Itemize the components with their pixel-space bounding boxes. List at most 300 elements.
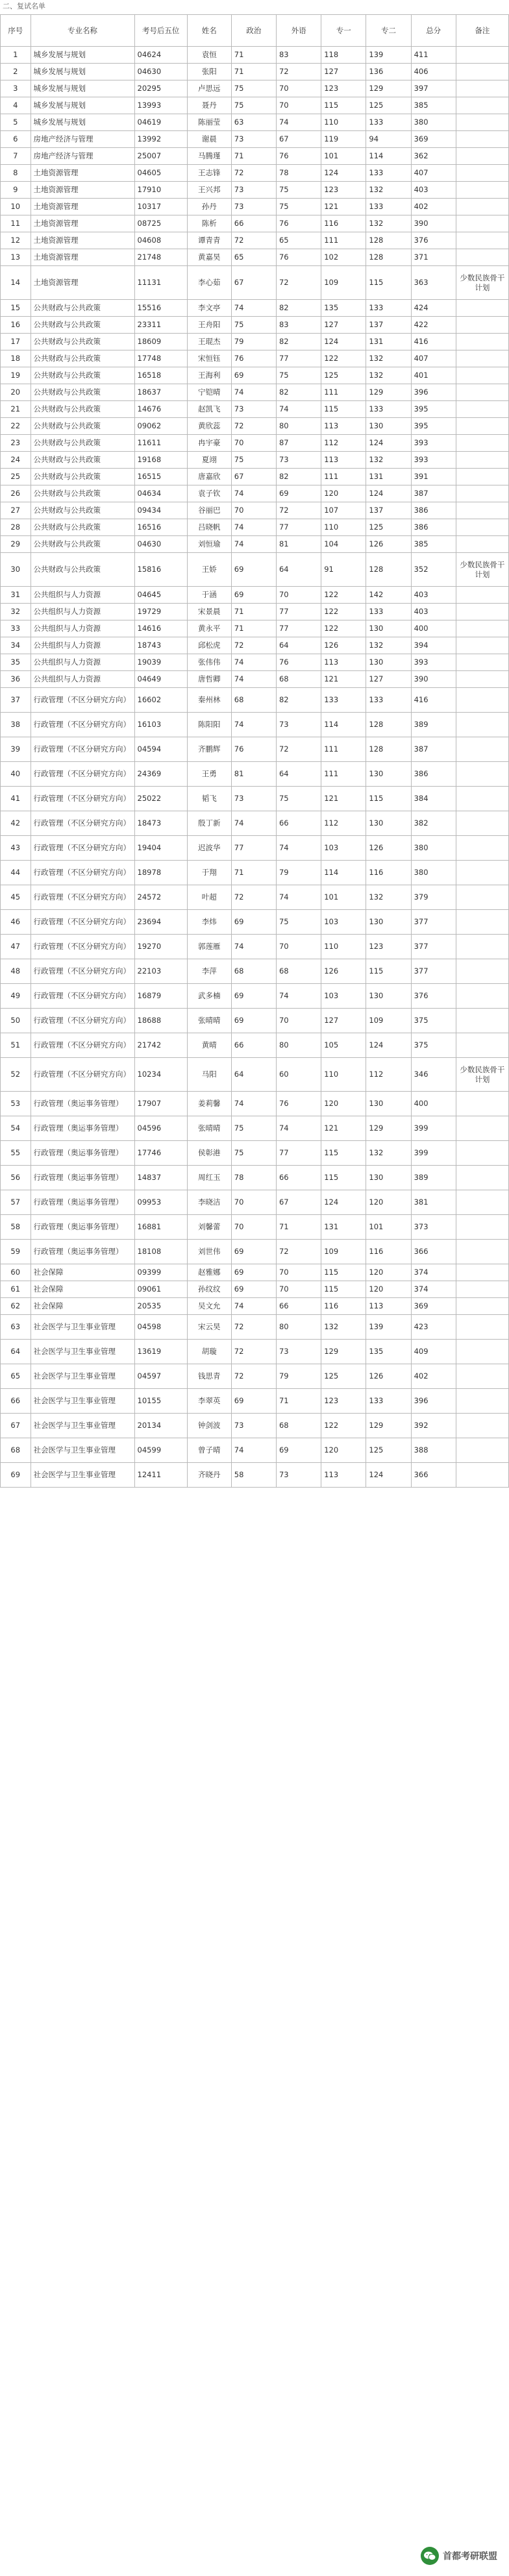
cell-english: 76 — [276, 148, 321, 165]
cell-note — [456, 165, 508, 182]
table-row — [1, 1340, 509, 1364]
cell-major: 公共财政与公共政策 — [31, 418, 134, 435]
cell-total: 352 — [411, 553, 456, 587]
cell-english: 74 — [276, 401, 321, 418]
cell-english: 80 — [276, 418, 321, 435]
cell-major: 公共组织与人力资源 — [31, 620, 134, 637]
cell-politics: 74 — [231, 519, 276, 536]
cell-course2: 133 — [366, 165, 411, 182]
cell-english: 72 — [276, 737, 321, 762]
cell-course2: 116 — [366, 1240, 411, 1264]
cell-course1: 125 — [321, 367, 366, 384]
cell-code: 04594 — [134, 737, 187, 762]
cell-course2: 128 — [366, 553, 411, 587]
cell-course1: 129 — [321, 1340, 366, 1364]
cell-note — [456, 215, 508, 232]
cell-seq: 39 — [1, 737, 31, 762]
cell-total: 396 — [411, 384, 456, 401]
cell-total: 393 — [411, 452, 456, 469]
cell-seq: 47 — [1, 935, 31, 959]
cell-politics: 74 — [231, 713, 276, 737]
cell-course1: 115 — [321, 97, 366, 114]
cell-major: 行政管理（不区分研究方向） — [31, 1009, 134, 1033]
cell-course2: 137 — [366, 317, 411, 334]
cell-note — [456, 984, 508, 1009]
table-row — [1, 836, 509, 861]
cell-major: 行政管理（奥运事务管理） — [31, 1240, 134, 1264]
cell-course1: 133 — [321, 688, 366, 713]
cell-politics: 78 — [231, 1166, 276, 1190]
cell-seq: 57 — [1, 1190, 31, 1215]
cell-course1: 103 — [321, 984, 366, 1009]
cell-name: 胡璇 — [187, 1340, 231, 1364]
cell-english: 83 — [276, 317, 321, 334]
cell-politics: 73 — [231, 182, 276, 199]
cell-english: 67 — [276, 1190, 321, 1215]
cell-english: 75 — [276, 910, 321, 935]
cell-seq: 8 — [1, 165, 31, 182]
cell-note — [456, 1389, 508, 1414]
cell-name: 李晓洁 — [187, 1190, 231, 1215]
cell-total: 387 — [411, 737, 456, 762]
table-row — [1, 1315, 509, 1340]
cell-seq: 36 — [1, 671, 31, 688]
cell-name: 张晴晴 — [187, 1116, 231, 1141]
cell-english: 68 — [276, 1414, 321, 1438]
cell-english: 64 — [276, 553, 321, 587]
cell-course1: 123 — [321, 182, 366, 199]
cell-note — [456, 47, 508, 64]
table-row — [1, 959, 509, 984]
cell-course1: 115 — [321, 401, 366, 418]
cell-politics: 74 — [231, 935, 276, 959]
table-row — [1, 1215, 509, 1240]
cell-seq: 15 — [1, 300, 31, 317]
table-row — [1, 384, 509, 401]
cell-course1: 121 — [321, 787, 366, 811]
cell-name: 袁子钦 — [187, 485, 231, 502]
cell-seq: 7 — [1, 148, 31, 165]
cell-name: 李萍 — [187, 959, 231, 984]
table-row — [1, 64, 509, 80]
cell-total: 363 — [411, 266, 456, 300]
table-row — [1, 300, 509, 317]
cell-politics: 74 — [231, 536, 276, 553]
cell-politics: 71 — [231, 148, 276, 165]
table-row — [1, 861, 509, 885]
cell-total: 379 — [411, 885, 456, 910]
cell-note — [456, 935, 508, 959]
cell-code: 15816 — [134, 553, 187, 587]
cell-course1: 115 — [321, 1141, 366, 1166]
table-row — [1, 401, 509, 418]
cell-total: 376 — [411, 232, 456, 249]
cell-total: 402 — [411, 1364, 456, 1389]
cell-code: 13619 — [134, 1340, 187, 1364]
cell-course2: 132 — [366, 637, 411, 654]
watermark — [418, 2545, 503, 2567]
cell-major: 城乡发展与规划 — [31, 97, 134, 114]
cell-english: 77 — [276, 350, 321, 367]
cell-note — [456, 1315, 508, 1340]
cell-seq: 14 — [1, 266, 31, 300]
table-row — [1, 469, 509, 485]
cell-code: 08725 — [134, 215, 187, 232]
cell-note — [456, 1190, 508, 1215]
cell-name: 张伟伟 — [187, 654, 231, 671]
cell-major: 行政管理（不区分研究方向） — [31, 861, 134, 885]
cell-major: 社会医学与卫生事业管理 — [31, 1340, 134, 1364]
cell-course1: 104 — [321, 536, 366, 553]
cell-code: 12411 — [134, 1463, 187, 1488]
cell-english: 75 — [276, 199, 321, 215]
cell-note — [456, 587, 508, 604]
cell-course1: 132 — [321, 1315, 366, 1340]
cell-total: 416 — [411, 334, 456, 350]
table-row — [1, 435, 509, 452]
cell-name: 刘馨蕾 — [187, 1215, 231, 1240]
cell-course2: 130 — [366, 811, 411, 836]
cell-course1: 122 — [321, 350, 366, 367]
cell-english: 82 — [276, 384, 321, 401]
cell-name: 黄嘉昊 — [187, 249, 231, 266]
cell-code: 13992 — [134, 131, 187, 148]
cell-course2: 128 — [366, 713, 411, 737]
cell-note — [456, 1438, 508, 1463]
cell-english: 79 — [276, 1364, 321, 1389]
cell-code: 16518 — [134, 367, 187, 384]
cell-seq: 50 — [1, 1009, 31, 1033]
cell-course1: 124 — [321, 334, 366, 350]
cell-seq: 45 — [1, 885, 31, 910]
cell-politics: 77 — [231, 836, 276, 861]
cell-note — [456, 787, 508, 811]
cell-course1: 111 — [321, 232, 366, 249]
cell-seq: 25 — [1, 469, 31, 485]
cell-name: 马阳 — [187, 1058, 231, 1092]
cell-name: 刘恒瑜 — [187, 536, 231, 553]
cell-english: 77 — [276, 1141, 321, 1166]
cell-code: 18743 — [134, 637, 187, 654]
cell-politics: 74 — [231, 384, 276, 401]
cell-course2: 124 — [366, 1463, 411, 1488]
cell-name: 秦州林 — [187, 688, 231, 713]
cell-english: 66 — [276, 1166, 321, 1190]
cell-seq: 30 — [1, 553, 31, 587]
table-row — [1, 654, 509, 671]
cell-total: 389 — [411, 713, 456, 737]
cell-major: 公共财政与公共政策 — [31, 367, 134, 384]
cell-politics: 69 — [231, 1240, 276, 1264]
cell-total: 401 — [411, 367, 456, 384]
cell-total: 393 — [411, 435, 456, 452]
cell-english: 82 — [276, 334, 321, 350]
cell-code: 14837 — [134, 1166, 187, 1190]
cell-major: 公共财政与公共政策 — [31, 350, 134, 367]
cell-major: 土地资源管理 — [31, 249, 134, 266]
cell-code: 04597 — [134, 1364, 187, 1389]
cell-total: 396 — [411, 1389, 456, 1414]
cell-name: 王勇 — [187, 762, 231, 787]
cell-seq: 42 — [1, 811, 31, 836]
cell-course2: 130 — [366, 910, 411, 935]
cell-total: 384 — [411, 787, 456, 811]
cell-total: 400 — [411, 1092, 456, 1116]
cell-course2: 132 — [366, 182, 411, 199]
cell-code: 16103 — [134, 713, 187, 737]
cell-name: 于翔 — [187, 861, 231, 885]
table-row — [1, 1298, 509, 1315]
cell-course2: 132 — [366, 350, 411, 367]
cell-course2: 127 — [366, 671, 411, 688]
cell-name: 张阳 — [187, 64, 231, 80]
cell-english: 74 — [276, 114, 321, 131]
cell-course1: 123 — [321, 1389, 366, 1414]
cell-total: 411 — [411, 47, 456, 64]
cell-course2: 133 — [366, 114, 411, 131]
cell-course2: 130 — [366, 1092, 411, 1116]
cell-total: 394 — [411, 637, 456, 654]
cell-seq: 43 — [1, 836, 31, 861]
cell-total: 389 — [411, 1166, 456, 1190]
cell-total: 416 — [411, 688, 456, 713]
cell-name: 王舟阳 — [187, 317, 231, 334]
cell-seq: 51 — [1, 1033, 31, 1058]
cell-name: 王志锋 — [187, 165, 231, 182]
cell-course2: 128 — [366, 249, 411, 266]
cell-note — [456, 536, 508, 553]
cell-total: 369 — [411, 1298, 456, 1315]
cell-code: 04634 — [134, 485, 187, 502]
cell-note — [456, 1240, 508, 1264]
cell-code: 11131 — [134, 266, 187, 300]
cell-english: 69 — [276, 1438, 321, 1463]
cell-seq: 40 — [1, 762, 31, 787]
cell-english: 69 — [276, 485, 321, 502]
cell-code: 16516 — [134, 519, 187, 536]
cell-name: 李炜 — [187, 910, 231, 935]
cell-seq: 52 — [1, 1058, 31, 1092]
table-row — [1, 80, 509, 97]
cell-english: 76 — [276, 249, 321, 266]
cell-code: 24369 — [134, 762, 187, 787]
cell-course1: 103 — [321, 836, 366, 861]
cell-major: 公共财政与公共政策 — [31, 485, 134, 502]
cell-english: 71 — [276, 1389, 321, 1414]
cell-course2: 124 — [366, 1033, 411, 1058]
cell-total: 402 — [411, 199, 456, 215]
cell-course2: 132 — [366, 367, 411, 384]
table-row — [1, 1264, 509, 1281]
cell-name: 黄晴 — [187, 1033, 231, 1058]
cell-politics: 69 — [231, 1389, 276, 1414]
cell-course2: 131 — [366, 334, 411, 350]
cell-politics: 70 — [231, 1190, 276, 1215]
cell-politics: 68 — [231, 959, 276, 984]
cell-note: 少数民族骨干计划 — [456, 266, 508, 300]
cell-total: 380 — [411, 861, 456, 885]
cell-course1: 110 — [321, 1058, 366, 1092]
header-code: 考号后五位 — [134, 15, 187, 47]
cell-code: 04649 — [134, 671, 187, 688]
cell-major: 公共组织与人力资源 — [31, 604, 134, 620]
cell-course2: 124 — [366, 435, 411, 452]
table-row — [1, 131, 509, 148]
cell-course1: 126 — [321, 637, 366, 654]
cell-code: 20134 — [134, 1414, 187, 1438]
cell-total: 374 — [411, 1264, 456, 1281]
cell-name: 陈丽莹 — [187, 114, 231, 131]
cell-politics: 75 — [231, 1141, 276, 1166]
cell-politics: 72 — [231, 637, 276, 654]
cell-code: 23694 — [134, 910, 187, 935]
cell-total: 382 — [411, 811, 456, 836]
cell-politics: 71 — [231, 604, 276, 620]
cell-course2: 120 — [366, 1190, 411, 1215]
cell-politics: 72 — [231, 1364, 276, 1389]
cell-english: 70 — [276, 587, 321, 604]
cell-course2: 130 — [366, 762, 411, 787]
cell-total: 385 — [411, 536, 456, 553]
cell-major: 土地资源管理 — [31, 165, 134, 182]
cell-politics: 74 — [231, 485, 276, 502]
cell-seq: 13 — [1, 249, 31, 266]
table-row — [1, 1166, 509, 1190]
cell-major: 土地资源管理 — [31, 215, 134, 232]
cell-major: 社会医学与卫生事业管理 — [31, 1364, 134, 1389]
cell-major: 公共财政与公共政策 — [31, 452, 134, 469]
table-row — [1, 536, 509, 553]
header-course2: 专二 — [366, 15, 411, 47]
cell-note: 少数民族骨干计划 — [456, 1058, 508, 1092]
cell-seq: 2 — [1, 64, 31, 80]
cell-seq: 44 — [1, 861, 31, 885]
cell-major: 行政管理（奥运事务管理） — [31, 1166, 134, 1190]
cell-name: 宋云昊 — [187, 1315, 231, 1340]
cell-seq: 61 — [1, 1281, 31, 1298]
cell-total: 362 — [411, 148, 456, 165]
cell-code: 04645 — [134, 587, 187, 604]
cell-total: 386 — [411, 502, 456, 519]
cell-total: 380 — [411, 836, 456, 861]
table-row — [1, 1438, 509, 1463]
table-row — [1, 1364, 509, 1389]
cell-politics: 74 — [231, 811, 276, 836]
cell-politics: 75 — [231, 97, 276, 114]
cell-politics: 70 — [231, 435, 276, 452]
cell-english: 72 — [276, 502, 321, 519]
cell-major: 公共财政与公共政策 — [31, 401, 134, 418]
cell-name: 韬飞 — [187, 787, 231, 811]
cell-name: 吕晓帆 — [187, 519, 231, 536]
table-row — [1, 885, 509, 910]
header-course1: 专一 — [321, 15, 366, 47]
table-row — [1, 367, 509, 384]
cell-english: 64 — [276, 762, 321, 787]
cell-total: 403 — [411, 604, 456, 620]
cell-major: 行政管理（不区分研究方向） — [31, 959, 134, 984]
cell-course2: 126 — [366, 836, 411, 861]
cell-name: 唐哲卿 — [187, 671, 231, 688]
cell-course1: 115 — [321, 1166, 366, 1190]
cell-english: 72 — [276, 1240, 321, 1264]
cell-name: 姜莉馨 — [187, 1092, 231, 1116]
cell-total: 374 — [411, 1281, 456, 1298]
cell-name: 李翠英 — [187, 1389, 231, 1414]
cell-code: 18978 — [134, 861, 187, 885]
cell-seq: 68 — [1, 1438, 31, 1463]
cell-course2: 126 — [366, 1364, 411, 1389]
cell-politics: 74 — [231, 1298, 276, 1315]
cell-code: 17910 — [134, 182, 187, 199]
cell-major: 社会医学与卫生事业管理 — [31, 1389, 134, 1414]
table-row — [1, 97, 509, 114]
table-row — [1, 165, 509, 182]
table-row — [1, 762, 509, 787]
cell-course2: 137 — [366, 502, 411, 519]
cell-course1: 120 — [321, 1092, 366, 1116]
cell-name: 聂丹 — [187, 97, 231, 114]
cell-seq: 20 — [1, 384, 31, 401]
cell-major: 行政管理（奥运事务管理） — [31, 1092, 134, 1116]
cell-code: 15516 — [134, 300, 187, 317]
cell-major: 行政管理（奥运事务管理） — [31, 1215, 134, 1240]
cell-course2: 130 — [366, 1166, 411, 1190]
cell-code: 09434 — [134, 502, 187, 519]
cell-course1: 127 — [321, 1009, 366, 1033]
cell-note — [456, 1141, 508, 1166]
cell-course1: 119 — [321, 131, 366, 148]
cell-seq: 11 — [1, 215, 31, 232]
cell-english: 82 — [276, 688, 321, 713]
cell-note — [456, 182, 508, 199]
cell-seq: 46 — [1, 910, 31, 935]
cell-code: 04630 — [134, 64, 187, 80]
cell-seq: 54 — [1, 1116, 31, 1141]
cell-course1: 125 — [321, 1364, 366, 1389]
cell-course2: 136 — [366, 64, 411, 80]
cell-name: 黄欣蕊 — [187, 418, 231, 435]
cell-major: 公共财政与公共政策 — [31, 536, 134, 553]
cell-total: 395 — [411, 418, 456, 435]
cell-total: 406 — [411, 64, 456, 80]
cell-total: 423 — [411, 1315, 456, 1340]
cell-major: 公共财政与公共政策 — [31, 384, 134, 401]
cell-politics: 73 — [231, 787, 276, 811]
cell-english: 75 — [276, 787, 321, 811]
cell-major: 公共组织与人力资源 — [31, 637, 134, 654]
cell-total: 392 — [411, 1414, 456, 1438]
table-row — [1, 1058, 509, 1092]
cell-course1: 131 — [321, 1215, 366, 1240]
cell-course2: 133 — [366, 1389, 411, 1414]
cell-politics: 71 — [231, 861, 276, 885]
cell-course1: 116 — [321, 215, 366, 232]
cell-major: 社会医学与卫生事业管理 — [31, 1438, 134, 1463]
cell-english: 83 — [276, 47, 321, 64]
cell-total: 390 — [411, 671, 456, 688]
cell-course1: 112 — [321, 435, 366, 452]
cell-course1: 111 — [321, 737, 366, 762]
cell-name: 王娇 — [187, 553, 231, 587]
cell-seq: 63 — [1, 1315, 31, 1340]
cell-name: 卢思远 — [187, 80, 231, 97]
cell-course1: 124 — [321, 165, 366, 182]
table-row — [1, 249, 509, 266]
table-row — [1, 1389, 509, 1414]
cell-seq: 49 — [1, 984, 31, 1009]
cell-seq: 59 — [1, 1240, 31, 1264]
